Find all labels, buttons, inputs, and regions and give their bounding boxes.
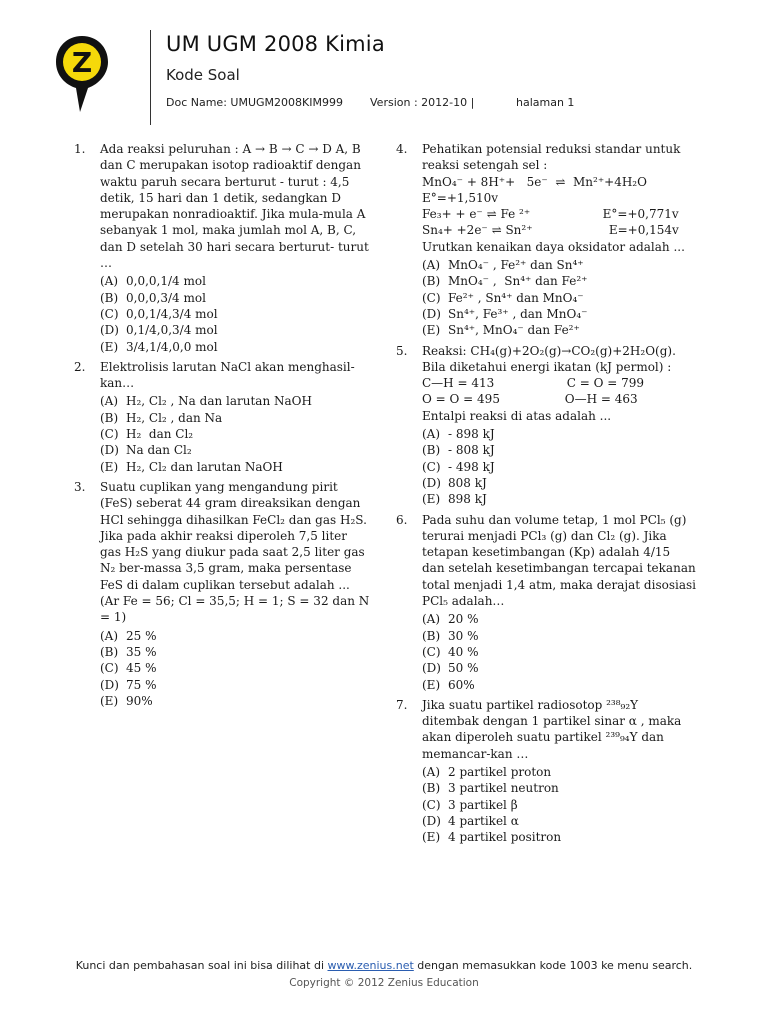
question-text: Urutkan kenaikan daya oksidator adalah ...	[422, 239, 685, 254]
question-3	[74, 479, 370, 709]
question-number: 5.	[396, 343, 408, 358]
option-label: (A)	[100, 394, 119, 409]
option-d	[422, 475, 696, 491]
question-text: Jika suatu partikel radiosotop ²³⁸₉₂Y ditembak dengan 1 partikel sinar α , maka akan diperoleh suatu partikel ²³⁹₉₄Y dan memancar-kan …	[422, 697, 682, 761]
question-text: Pada suhu dan volume tetap, 1 mol PCl₅ (g) terurai menjadi PCl₃ (g) dan Cl₂ (g). Jika tetapan kesetimbangan (Kp) adalah 4/15 dan setelah kesetimbangan tercapai tekanan total menjadi 1,4 atm, maka derajat disosiasi PCl₅ adalah…	[422, 512, 696, 609]
equation-line: C—H = 413 C = O = 799	[422, 376, 644, 391]
equation-line: Sn₄+ +2e⁻ ⇌ Sn²⁺ E=+0,154v	[422, 223, 679, 238]
option-label: (B)	[422, 628, 441, 643]
zenius-logo	[54, 34, 110, 114]
option-d	[422, 660, 696, 676]
option-text: - 808 kJ	[448, 443, 495, 458]
option-text: Sn⁴⁺, Fe³⁺ , dan MnO₄⁻	[448, 306, 588, 321]
footer-text-before: Kunci dan pembahasan soal ini bisa dilihat di	[75, 959, 328, 972]
equation-line: E°=+1,510v	[422, 190, 499, 205]
option-e	[422, 322, 696, 338]
option-text: 3 partikel β	[448, 797, 518, 812]
option-b	[422, 273, 696, 289]
option-c	[422, 290, 696, 306]
question-2	[74, 359, 370, 475]
option-label: (A)	[100, 274, 119, 289]
equation-line: MnO₄⁻ + 8H⁺+ 5e⁻ ⇌ Mn²⁺+4H₂O	[422, 174, 647, 189]
option-label: (B)	[422, 443, 441, 458]
option-text: 45 %	[126, 661, 157, 676]
question-intro: Pehatikan potensial reduksi standar untuk reaksi setengah sel :	[422, 142, 681, 173]
option-text: 0,0,1/4,3/4 mol	[126, 306, 218, 321]
option-label: (E)	[422, 830, 441, 845]
option-label: (C)	[422, 290, 441, 305]
option-label: (E)	[422, 677, 441, 692]
right-column	[396, 141, 696, 849]
option-e	[422, 829, 696, 845]
option-e	[100, 339, 370, 355]
option-label: (A)	[422, 764, 441, 779]
option-text: MnO₄⁻ , Fe²⁺ dan Sn⁴⁺	[448, 258, 584, 273]
page-subtitle: Kode Soal	[166, 66, 240, 84]
option-label: (C)	[100, 306, 119, 321]
option-text: 75 %	[126, 677, 157, 692]
option-text: H₂, Cl₂ dan larutan NaOH	[126, 459, 283, 474]
option-text: 4 partikel positron	[448, 830, 562, 845]
option-label: (D)	[422, 475, 441, 490]
question-6	[396, 512, 696, 693]
option-text: 0,0,0,1/4 mol	[126, 274, 206, 289]
option-c	[100, 426, 370, 442]
option-text: H₂ dan Cl₂	[126, 427, 194, 442]
option-label: (B)	[100, 644, 119, 659]
option-label: (B)	[422, 781, 441, 796]
option-text: 2 partikel proton	[448, 764, 552, 779]
equation-line: Fe₃+ + e⁻ ⇌ Fe ²⁺ E°=+0,771v	[422, 207, 679, 222]
option-text: 20 %	[448, 612, 479, 627]
option-text: 60%	[448, 677, 475, 692]
question-text: Entalpi reaksi di atas adalah ...	[422, 408, 612, 423]
option-d	[422, 813, 696, 829]
option-label: (B)	[422, 274, 441, 289]
page-number: halaman 1	[516, 96, 575, 109]
question-number: 1.	[74, 142, 86, 156]
option-b	[422, 780, 696, 796]
question-number: 7.	[396, 697, 408, 712]
option-b	[422, 628, 696, 644]
option-label: (D)	[100, 677, 119, 692]
doc-name: Doc Name: UMUGM2008KIM999	[166, 96, 343, 109]
left-column	[74, 141, 370, 713]
option-a	[422, 257, 696, 273]
option-label: (C)	[100, 661, 119, 676]
option-a	[422, 426, 696, 442]
option-text: 35 %	[126, 644, 157, 659]
footer-note	[0, 959, 768, 972]
question-7	[396, 697, 696, 846]
option-label: (C)	[100, 427, 119, 442]
option-a	[100, 393, 370, 409]
option-label: (E)	[422, 323, 441, 338]
option-text: 898 kJ	[448, 492, 487, 507]
question-text: Ada reaksi peluruhan : A → B → C → D A, B dan C merupakan isotop radioaktif dengan waktu paruh secara berturut - turut : 4,5 detik, 15 hari dan 1 detik, sedangkan D merupakan nonradioaktif. Jika mula-mula A sebanyak 1 mol, maka jumlah mol A, B, C, dan D setelah 30 hari secara berturut- turut …	[100, 142, 369, 271]
question-intro: Reaksi: CH₄(g)+2O₂(g)→CO₂(g)+2H₂O(g). Bila diketahui energi ikatan (kJ permol) :	[422, 343, 676, 374]
option-c	[100, 660, 370, 676]
question-text: Elektrolisis larutan NaCl akan menghasil- kan…	[100, 359, 355, 391]
option-text: Na dan Cl₂	[126, 443, 192, 458]
option-label: (A)	[100, 628, 119, 643]
option-c	[422, 644, 696, 660]
option-text: 3 partikel neutron	[448, 781, 559, 796]
option-d	[422, 306, 696, 322]
option-label: (E)	[422, 492, 441, 507]
option-text: 0,1/4,0,3/4 mol	[126, 323, 218, 338]
option-b	[100, 290, 370, 306]
option-label: (D)	[100, 443, 119, 458]
option-text: 808 kJ	[448, 475, 487, 490]
question-number: 2.	[74, 359, 86, 374]
option-label: (D)	[100, 323, 119, 338]
option-text: H₂, Cl₂ , Na dan larutan NaOH	[126, 394, 312, 409]
option-text: 30 %	[448, 628, 479, 643]
option-text: Fe²⁺ , Sn⁴⁺ dan MnO₄⁻	[448, 290, 584, 305]
option-label: (D)	[422, 306, 441, 321]
option-text: - 898 kJ	[448, 427, 495, 442]
option-a	[100, 273, 370, 289]
option-text: 25 %	[126, 628, 157, 643]
option-label: (C)	[422, 797, 441, 812]
option-e	[422, 491, 696, 507]
option-a	[100, 628, 370, 644]
header-divider	[150, 30, 151, 125]
option-label: (C)	[422, 644, 441, 659]
option-label: (B)	[100, 290, 119, 305]
option-text: MnO₄⁻ , Sn⁴⁺ dan Fe²⁺	[448, 274, 588, 289]
option-label: (E)	[100, 459, 119, 474]
option-a	[422, 764, 696, 780]
option-label: (A)	[422, 612, 441, 627]
page-title: UM UGM 2008 Kimia	[166, 32, 385, 56]
question-4	[396, 141, 696, 339]
question-number: 3.	[74, 479, 86, 494]
option-c	[100, 306, 370, 322]
equation-line: O = O = 495 O—H = 463	[422, 392, 638, 407]
question-text: Suatu cuplikan yang mengandung pirit (FeS) seberat 44 gram direaksikan dengan HCl sehingga dihasilkan FeCl₂ dan gas H₂S. Jika pada akhir reaksi diperoleh 7,5 liter gas H₂S yang diukur pada saat 2,5 liter gas N₂ ber-massa 3,5 gram, maka persentase FeS di dalam cuplikan tersebut adalah ... (Ar Fe = 56; Cl = 35,5; H = 1; S = 32 dan N = 1)	[100, 479, 370, 625]
option-text: H₂, Cl₂ , dan Na	[126, 410, 223, 425]
option-d	[100, 677, 370, 693]
option-label: (D)	[422, 813, 441, 828]
option-label: (B)	[100, 410, 119, 425]
option-c	[422, 459, 696, 475]
option-text: 4 partikel α	[448, 813, 519, 828]
question-number: 4.	[396, 142, 408, 156]
footer-text-after: dengan memasukkan kode 1003 ke menu search.	[413, 959, 693, 972]
option-label: (A)	[422, 258, 441, 273]
doc-version: Version : 2012-10 |	[370, 96, 475, 109]
option-text: 50 %	[448, 661, 479, 676]
option-b	[422, 442, 696, 458]
option-text: 0,0,0,3/4 mol	[126, 290, 206, 305]
copyright: Copyright © 2012 Zenius Education	[289, 977, 479, 989]
zenius-link[interactable]: www.zenius.net	[327, 959, 414, 972]
option-label: (E)	[100, 693, 119, 708]
option-a	[422, 611, 696, 627]
option-label: (E)	[100, 339, 119, 354]
option-d	[100, 322, 370, 338]
option-label: (C)	[422, 459, 441, 474]
option-b	[100, 644, 370, 660]
option-text: - 498 kJ	[448, 459, 495, 474]
option-c	[422, 797, 696, 813]
option-label: (A)	[422, 427, 441, 442]
question-number: 6.	[396, 512, 408, 527]
logo-letter: Z	[71, 46, 93, 79]
option-text: Sn⁴⁺, MnO₄⁻ dan Fe²⁺	[448, 323, 580, 338]
option-e	[422, 677, 696, 693]
option-e	[100, 459, 370, 475]
option-text: 90%	[126, 693, 153, 708]
option-b	[100, 410, 370, 426]
question-1	[74, 141, 370, 355]
option-d	[100, 442, 370, 458]
option-text: 3/4,1/4,0,0 mol	[126, 339, 218, 354]
option-label: (D)	[422, 661, 441, 676]
question-5	[396, 343, 696, 508]
option-e	[100, 693, 370, 709]
option-text: 40 %	[448, 644, 479, 659]
